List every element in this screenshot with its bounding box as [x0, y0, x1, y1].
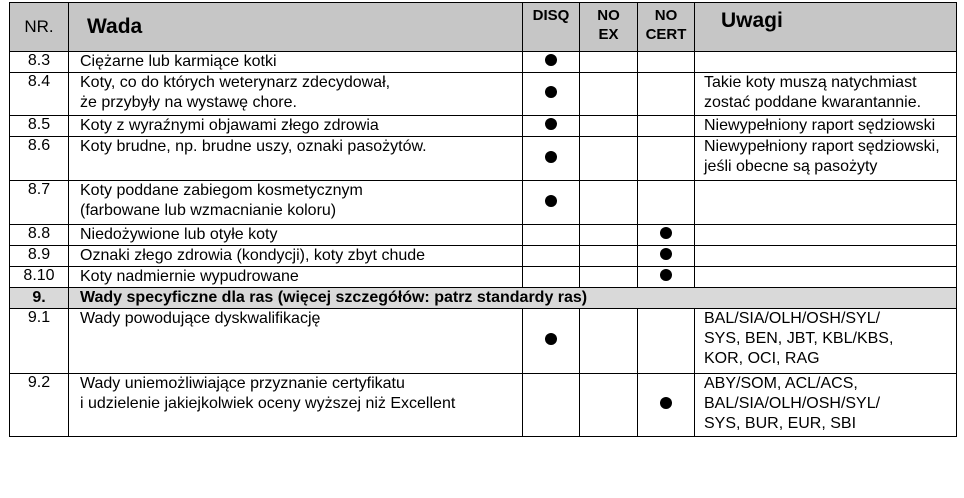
row-remarks — [695, 309, 957, 374]
row-number: 8.10 — [10, 267, 69, 288]
bullet-mark-icon — [545, 151, 557, 163]
bullet-mark-icon — [660, 397, 672, 409]
row-description — [69, 181, 523, 225]
mark-cell-nocert — [638, 267, 695, 288]
row-remarks — [695, 137, 957, 181]
bullet-mark-icon — [660, 227, 672, 239]
mark-cell-disq — [523, 137, 580, 181]
table-row — [10, 374, 957, 437]
remark-line: ABY/SOM, ACL/ACS, — [704, 375, 858, 392]
row-number: 8.9 — [10, 246, 69, 267]
mark-cell-noex — [580, 267, 638, 288]
remark-line: KOR, OCI, RAG — [704, 350, 820, 367]
bullet-mark-icon — [660, 248, 672, 260]
remark-line: Niewypełniony raport sędziowski — [704, 117, 936, 134]
row-description — [69, 137, 523, 181]
mark-cell-noex — [580, 225, 638, 246]
header-no-cert-line1: NO — [654, 7, 678, 24]
table-body — [10, 52, 957, 437]
description-line: Oznaki złego zdrowia (kondycji), koty zbyt chude — [80, 247, 426, 264]
header-row — [10, 3, 957, 52]
row-description — [69, 246, 523, 267]
mark-cell-nocert — [638, 137, 695, 181]
description-line: Koty z wyraźnymi objawami złego zdrowia — [80, 117, 379, 134]
mark-cell-disq — [523, 309, 580, 374]
description-line: Koty, co do których weterynarz zdecydował, — [80, 74, 391, 91]
row-description — [69, 267, 523, 288]
table-row — [10, 181, 957, 225]
bullet-mark-icon — [545, 118, 557, 130]
mark-cell-disq — [523, 73, 580, 116]
mark-cell-nocert — [638, 52, 695, 73]
header-nr: NR. — [10, 3, 69, 52]
header-disq: DISQ — [523, 3, 580, 52]
header-no-cert — [638, 3, 695, 52]
mark-cell-nocert — [638, 309, 695, 374]
row-number: 8.8 — [10, 225, 69, 246]
row-remarks — [695, 73, 957, 116]
remark-line: BAL/SIA/OLH/OSH/SYL/ — [704, 395, 881, 412]
row-number: 8.5 — [10, 116, 69, 137]
header-no-ex-line2: EX — [598, 26, 619, 43]
table-row — [10, 73, 957, 116]
bullet-mark-icon — [545, 86, 557, 98]
section-number: 9. — [10, 288, 69, 309]
header-no-ex-line1: NO — [597, 7, 620, 24]
bullet-mark-icon — [545, 54, 557, 66]
description-line: Wady powodujące dyskwalifikację — [80, 310, 321, 327]
mark-cell-nocert — [638, 225, 695, 246]
mark-cell-nocert — [638, 181, 695, 225]
section-row — [10, 288, 957, 309]
remark-line: Takie koty muszą natychmiast — [704, 74, 917, 91]
mark-cell-disq — [523, 52, 580, 73]
bullet-mark-icon — [545, 195, 557, 207]
description-line: Koty nadmiernie wypudrowane — [80, 268, 299, 285]
row-description — [69, 309, 523, 374]
mark-cell-noex — [580, 181, 638, 225]
table-row — [10, 137, 957, 181]
row-number: 9.1 — [10, 309, 69, 374]
row-description — [69, 225, 523, 246]
mark-cell-noex — [580, 137, 638, 181]
description-line: Wady uniemożliwiające przyznanie certyfikatu — [80, 375, 405, 392]
table-row — [10, 116, 957, 137]
table-row — [10, 267, 957, 288]
row-number: 8.6 — [10, 137, 69, 181]
mark-cell-disq — [523, 225, 580, 246]
table-row — [10, 246, 957, 267]
row-remarks — [695, 181, 957, 225]
mark-cell-noex — [580, 246, 638, 267]
row-description — [69, 52, 523, 73]
table-row — [10, 52, 957, 73]
mark-cell-nocert — [638, 374, 695, 437]
mark-cell-disq — [523, 246, 580, 267]
mark-cell-disq — [523, 267, 580, 288]
row-remarks — [695, 374, 957, 437]
header-uwagi: Uwagi — [695, 3, 957, 52]
header-no-ex — [580, 3, 638, 52]
section-title: Wady specyficzne dla ras (więcej szczegółów: patrz standardy ras) — [69, 288, 957, 309]
mark-cell-nocert — [638, 116, 695, 137]
bullet-mark-icon — [660, 269, 672, 281]
description-line: Koty brudne, np. brudne uszy, oznaki pasożytów. — [80, 138, 427, 155]
mark-cell-noex — [580, 309, 638, 374]
mark-cell-noex — [580, 73, 638, 116]
mark-cell-disq — [523, 374, 580, 437]
description-line: i udzielenie jakiejkolwiek oceny wyższej niż Excellent — [80, 395, 456, 412]
table-row — [10, 225, 957, 246]
row-remarks — [695, 225, 957, 246]
description-line: Niedożywione lub otyłe koty — [80, 226, 278, 243]
mark-cell-nocert — [638, 246, 695, 267]
row-remarks — [695, 116, 957, 137]
row-remarks — [695, 246, 957, 267]
description-line: Ciężarne lub karmiące kotki — [80, 53, 277, 70]
row-remarks — [695, 52, 957, 73]
header-wada: Wada — [69, 3, 523, 52]
description-line: (farbowane lub wzmacnianie koloru) — [80, 202, 337, 219]
remark-line: Niewypełniony raport sędziowski, — [704, 138, 940, 155]
header-no-cert-line2: CERT — [645, 26, 687, 43]
description-line: Koty poddane zabiegom kosmetycznym — [80, 182, 363, 199]
remark-line: SYS, BUR, EUR, SBI — [704, 415, 857, 432]
mark-cell-disq — [523, 181, 580, 225]
table-row — [10, 309, 957, 374]
row-number: 8.3 — [10, 52, 69, 73]
remark-line: BAL/SIA/OLH/OSH/SYL/ — [704, 310, 881, 327]
row-number: 9.2 — [10, 374, 69, 437]
row-description — [69, 116, 523, 137]
bullet-mark-icon — [545, 333, 557, 345]
remark-line: jeśli obecne są pasożyty — [704, 158, 878, 175]
remark-line: zostać poddane kwarantannie. — [704, 94, 922, 111]
mark-cell-nocert — [638, 73, 695, 116]
row-description — [69, 374, 523, 437]
mark-cell-noex — [580, 52, 638, 73]
row-number: 8.7 — [10, 181, 69, 225]
mark-cell-noex — [580, 116, 638, 137]
description-line: że przybyły na wystawę chore. — [80, 94, 297, 111]
row-number: 8.4 — [10, 73, 69, 116]
remark-line: SYS, BEN, JBT, KBL/KBS, — [704, 330, 894, 347]
row-remarks — [695, 267, 957, 288]
row-description — [69, 73, 523, 116]
mark-cell-disq — [523, 116, 580, 137]
mark-cell-noex — [580, 374, 638, 437]
defects-table — [9, 2, 957, 437]
